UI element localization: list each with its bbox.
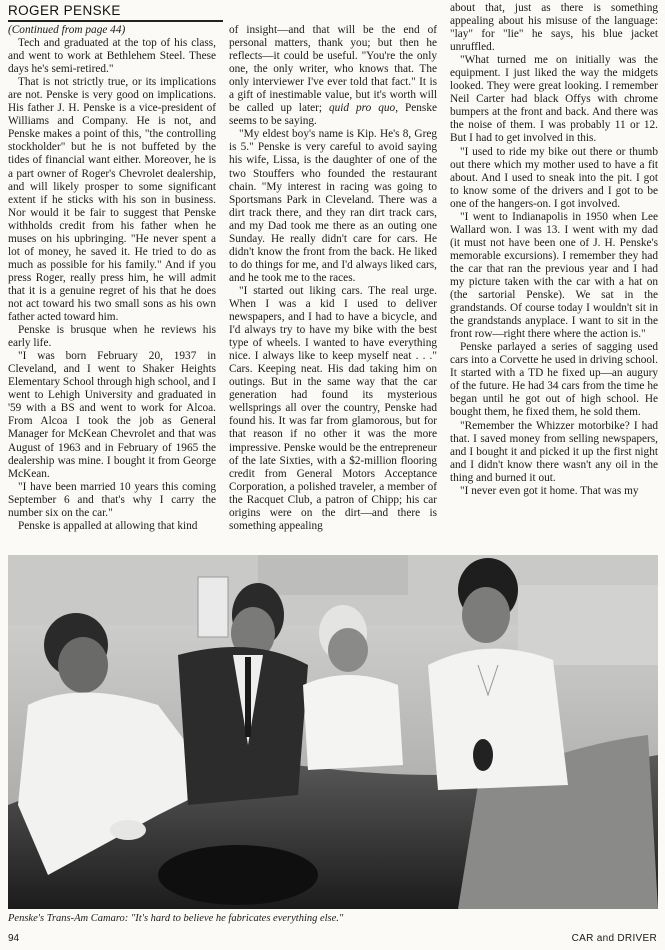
paragraph [229, 24, 437, 128]
magazine-name: CAR and DRIVER [571, 933, 657, 944]
paragraph: about that, just as there is something appealing about his misuse of the language: "lay" for "lie" he says, his blue jacket unruffled. [450, 2, 658, 54]
paragraph: "I went to Indianapolis in 1950 when Lee Wallard won. I was 13. I went with my dad (it must not have been one of J. H. Penske's memorable excursions). I remember they had the car that ran the previous year and I had my picture taken with the car with a hat on (the sartorial Penske). We sat in the grandstands. Of course today I wouldn't sit in the grandstands anyplace. I want to sit in the front row—right there where the action is." [450, 210, 658, 341]
section-title: ROGER PENSKE [8, 3, 121, 18]
paragraph: "Remember the Whizzer motorbike? I had that. I saved money from selling newspapers, and I bought it and picked it up the first night and I didn't know there wasn't any oil in the thing and burned it out. [450, 419, 658, 484]
text-run: of insight—and that will be the end of personal matters, thank you; but then he reflects—it could be useful. "You're the only one, the only writer, who knows that. The only interviewer I've ever told that fact." It is a gift of inestimable value, but it's worth will be called up later; [229, 24, 437, 115]
paragraph: That is not strictly true, or its implications are not. Penske is very good on implications. His father J. H. Penske is a vice-president of Williams and Company. He is not, and Penske makes a point of this, "the controlling stockholder" but he is not buffeted by the tides of financial want either. Moreover, he is a part owner of Roger's Chevrolet dealership, and will likely prosper to some significant extent if he sticks with his son in business. Nor would it be fair to suggest that Penske withholds credit from his father when he muses on his upbringing. "He never spent a lot of money, he saved it. He tried to do as much as possible for his family." And if you press Roger, really press him, he will admit that it is a genuine regret of his that he does not act toward his two small sons as his own father acted toward him. [8, 76, 216, 324]
article-column-1 [8, 24, 216, 533]
paragraph: Penske is appalled at allowing that kind [18, 519, 198, 532]
paragraph: "What turned me on initially was the equipment. I just liked the way the midgets looked. They were great looking. I remember Neil Carter had black Offys with chrome bumpers at the front and back. And there was the noise of them. I was probably 11 or 12. But I had to get involved in this. [450, 54, 658, 145]
article-photo [8, 555, 658, 909]
paragraph: Penske is brusque when he reviews his early life. [8, 324, 216, 350]
paragraph: "My eldest boy's name is Kip. He's 8, Greg is 5." Penske is very careful to avoid saying his wife, Lissa, is the daughter of one of the two Stouffers who founded the restaurant chain. "My interest in racing was going to Sportsmans Park in Cleveland. There was a dirt track there, and they ran dirt track cars, and my Dad took me there as an outing one Sunday. He really didn't care for cars. He didn't know the front from the back. He liked to do things for me, and I'd always liked cars, and he took me to the races. [229, 128, 437, 284]
article-column-2 [229, 24, 437, 533]
photo-illustration [8, 555, 658, 909]
paragraph: Tech and graduated at the top of his class, and went to work at Bethlehem Steel. These days he's semi-retired." [8, 37, 216, 76]
continued-note: (Continued from page 44) [8, 24, 126, 36]
article-column-3 [450, 2, 658, 498]
paragraph: "I used to ride my bike out there or thumb out there which my mother used to have a fit about. And I used to sneak into the pit. I got to know some of the drivers and I got to be one of the hangers-on. I got involved. [450, 145, 658, 210]
paragraph: Penske parlayed a series of sagging used cars into a Corvette he used in driving school. It started with a TD he fixed up—an augury of the future. He had 34 cars from the time he began until he got out of high school. He bought them, he fixed them, he sold them. [450, 341, 658, 419]
text-run: Penske seems to be saying. [229, 102, 437, 128]
page-number: 94 [8, 933, 20, 944]
paragraph: "I have been married 10 years this coming September 6 and that's why I carry the number six on the car." [8, 480, 216, 519]
italic-phrase: quid pro quo, [328, 102, 399, 115]
paragraph: "I started out liking cars. The real urge. When I was a kid I used to deliver newspapers, and I had to have a bicycle, and I'd always try to have my bike with the best type of wheels. I wanted to have everything nice. I always like to keep myself neat . . ." Cars. Keeping neat. His dad taking him on outings. But in the same way that the car generation had found its mysterious wellsprings all over the country, Penske had found his. It was far from glamorous, but for that reason if no other it was the more impressive. Penske would be the entrepreneur of the late Sixties, with a $2-million flooring credit from General Motors Acceptance Corporation, a polished traveler, a member of the Racquet Club, a patron of Chipp; his car origins were on the dirt—and there is something appealing [229, 284, 437, 532]
section-header [8, 2, 223, 22]
paragraph: "I was born February 20, 1937 in Cleveland, and I went to Shaker Heights Elementary School through high school, and I went to Lehigh University and graduated in '59 with a BS and went to work for Alcoa. From Alcoa I took the job as General Manager for McKean Chevrolet and that was August of 1963 and in February of 1965 the dealership was mine. I bought it from George McKean. [8, 350, 217, 480]
photo-caption: Penske's Trans-Am Camaro: "It's hard to believe he fabricates everything else." [8, 913, 344, 924]
paragraph: "I never even got it home. That was my [460, 484, 639, 497]
